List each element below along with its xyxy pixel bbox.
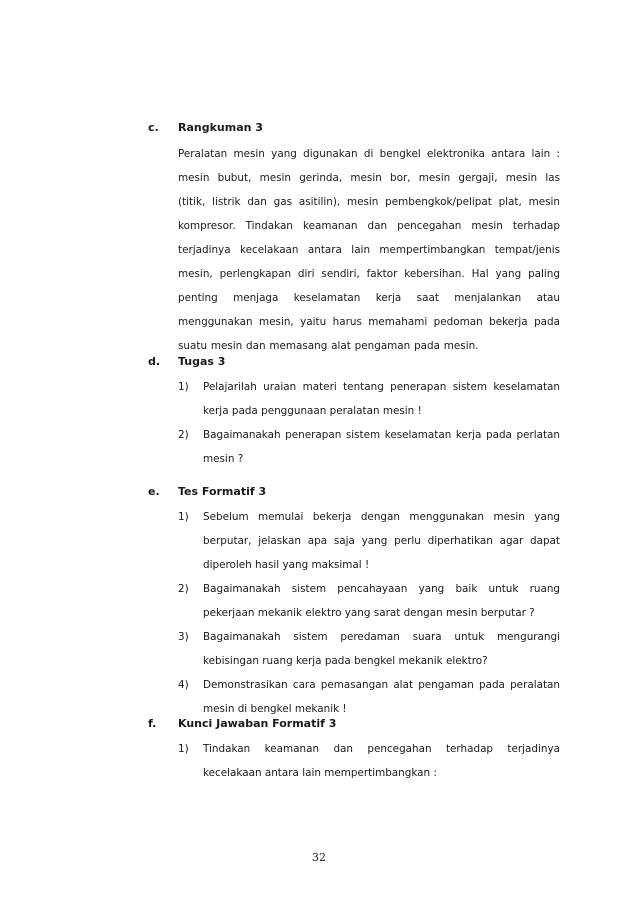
- item-line: Bagaimanakah sistem pencahayaan yang baik untuk ruang: [203, 583, 560, 595]
- list-item: [178, 625, 560, 673]
- section-kunci-jawaban: [148, 716, 560, 785]
- section-title: Rangkuman 3: [178, 121, 263, 134]
- item-number: 1): [178, 511, 189, 523]
- item-number: 2): [178, 429, 189, 441]
- list-item: [178, 423, 560, 471]
- paragraph-line: terjadinya kecelakaan antara lain mempertimbangkan tempat/jenis: [178, 244, 560, 256]
- item-number: 1): [178, 743, 189, 755]
- paragraph-line: suatu mesin dan memasang alat pengaman pada mesin.: [178, 340, 479, 352]
- paragraph-line: penting menjaga keselamatan kerja saat menjalankan atau: [178, 292, 560, 304]
- section-heading: [148, 716, 560, 732]
- list-item: [178, 375, 560, 423]
- paragraph-line: kompresor. Tindakan keamanan dan pencegahan mesin terhadap: [178, 220, 560, 232]
- page-number: 32: [312, 851, 326, 864]
- list-item: [178, 505, 560, 577]
- paragraph-line: menggunakan mesin, yaitu harus memahami pedoman bekerja pada: [178, 316, 560, 328]
- item-line: pekerjaan mekanik elektro yang sarat dengan mesin berputar ?: [203, 607, 535, 619]
- summary-paragraph: [178, 142, 560, 358]
- paragraph-line: mesin, perlengkapan diri sendiri, faktor kebersihan. Hal yang paling: [178, 268, 560, 280]
- item-line: mesin di bengkel mekanik !: [203, 703, 347, 715]
- item-line: mesin ?: [203, 453, 244, 465]
- section-letter: d.: [148, 355, 161, 368]
- item-line: kebisingan ruang kerja pada bengkel mekanik elektro?: [203, 655, 488, 667]
- item-line: berputar, jelaskan apa saja yang perlu diperhatikan agar dapat: [203, 535, 560, 547]
- item-number: 2): [178, 583, 189, 595]
- section-heading: [148, 120, 560, 136]
- item-number: 1): [178, 381, 189, 393]
- item-number: 4): [178, 679, 189, 691]
- section-tugas: [148, 354, 560, 471]
- section-letter: f.: [148, 717, 157, 730]
- section-title: Tes Formatif 3: [178, 485, 267, 498]
- item-line: Bagaimanakah penerapan sistem keselamatan kerja pada perlatan: [203, 429, 560, 441]
- section-heading: [148, 354, 560, 370]
- list-item: [178, 737, 560, 785]
- paragraph-line: mesin bubut, mesin gerinda, mesin bor, mesin gergaji, mesin las: [178, 172, 560, 184]
- list-item: [178, 673, 560, 721]
- item-line: Pelajarilah uraian materi tentang penerapan sistem keselamatan: [203, 381, 560, 393]
- task-list: [178, 375, 560, 471]
- paragraph-line: Peralatan mesin yang digunakan di bengkel elektronika antara lain :: [178, 148, 560, 160]
- section-title: Tugas 3: [178, 355, 226, 368]
- paragraph-line: (titik, listrik dan gas asitilin), mesin pembengkok/pelipat plat, mesin: [178, 196, 560, 208]
- section-title: Kunci Jawaban Formatif 3: [178, 717, 337, 730]
- list-item: [178, 577, 560, 625]
- section-letter: c.: [148, 121, 159, 134]
- section-letter: e.: [148, 485, 160, 498]
- item-line: kecelakaan antara lain mempertimbangkan :: [203, 767, 437, 779]
- item-line: Bagaimanakah sistem peredaman suara untuk mengurangi: [203, 631, 560, 643]
- item-line: Tindakan keamanan dan pencegahan terhadap terjadinya: [203, 743, 560, 755]
- question-list: [178, 505, 560, 721]
- item-line: diperoleh hasil yang maksimal !: [203, 559, 370, 571]
- answer-list: [178, 737, 560, 785]
- section-tes-formatif: [148, 484, 560, 721]
- section-heading: [148, 484, 560, 500]
- item-number: 3): [178, 631, 189, 643]
- item-line: Demonstrasikan cara pemasangan alat pengaman pada peralatan: [203, 679, 560, 691]
- section-rangkuman: [148, 120, 560, 358]
- item-line: Sebelum memulai bekerja dengan menggunakan mesin yang: [203, 511, 560, 523]
- item-line: kerja pada penggunaan peralatan mesin !: [203, 405, 422, 417]
